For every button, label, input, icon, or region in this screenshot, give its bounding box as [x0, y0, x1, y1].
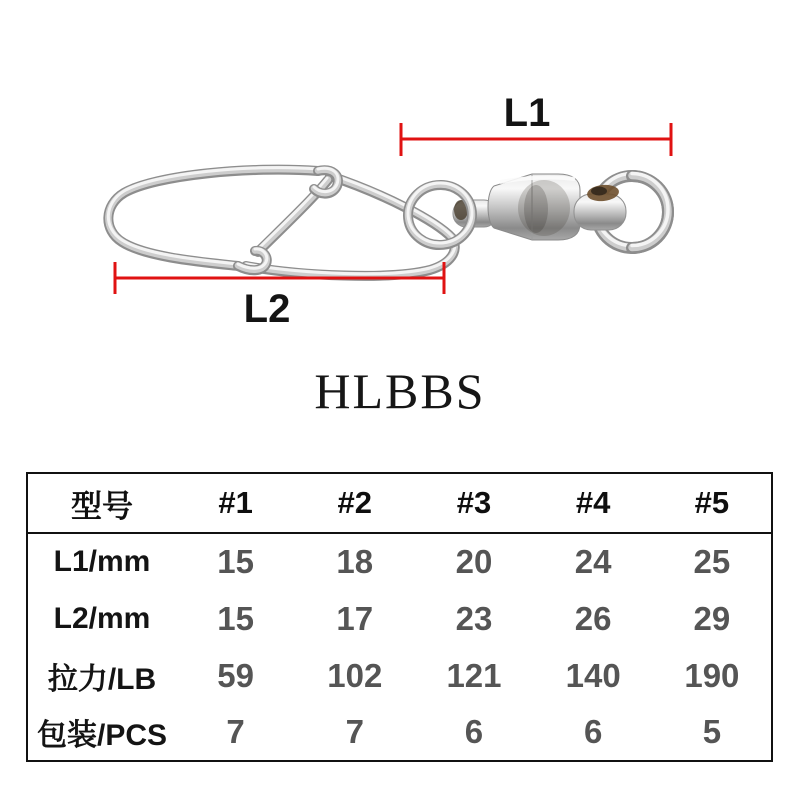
- l2-value-1: 15: [217, 599, 254, 637]
- spec-table: [26, 472, 773, 762]
- spec-header-row: [27, 473, 772, 533]
- package-value-4: 6: [583, 713, 603, 750]
- l2-value-4: 26: [574, 599, 612, 637]
- row-label-package: 包装/PCS: [36, 719, 168, 752]
- spec-row-l2: [27, 590, 772, 647]
- l2-value-2: 17: [336, 599, 374, 637]
- spec-row-strength: [27, 647, 772, 704]
- strength-value-2: 102: [327, 656, 383, 694]
- row-label-strength: 拉力/LB: [47, 662, 157, 696]
- spec-header-size-5: #5: [653, 473, 772, 533]
- package-value-3: 6: [464, 713, 484, 750]
- package-value-2: 7: [345, 713, 364, 750]
- right-pin-slot-shadow: [591, 187, 607, 196]
- strength-value-4: 140: [565, 656, 621, 694]
- l1-value-5: 25: [693, 543, 731, 580]
- spec-row-package: [27, 704, 772, 761]
- l2-value-5: 29: [693, 599, 731, 637]
- spec-row-l1: [27, 533, 772, 590]
- spec-header-size-1: #1: [176, 473, 295, 533]
- l1-value-3: 20: [455, 543, 493, 580]
- l1-value-1: 15: [217, 543, 254, 580]
- snap-bottom-hook: [238, 249, 267, 270]
- swivel-snap-illustration: [108, 168, 668, 276]
- strength-value-1: 59: [217, 656, 254, 694]
- l2-label: L2: [243, 287, 291, 331]
- l1-label: L1: [503, 91, 551, 135]
- row-label-l2: L2/mm: [53, 601, 151, 635]
- l1-value-4: 24: [574, 543, 612, 580]
- strength-value-3: 121: [446, 656, 502, 694]
- swivel-end-ring-front: [632, 174, 668, 249]
- swivel-barrel: [488, 174, 580, 240]
- spec-header-model: 型号: [27, 473, 176, 533]
- strength-value-5: 190: [684, 656, 740, 694]
- product-model-title: HLBBS: [314, 363, 486, 419]
- package-value-5: 5: [702, 713, 722, 750]
- row-label-l1: L1/mm: [53, 545, 151, 578]
- package-value-1: 7: [226, 713, 245, 750]
- spec-header-size-3: #3: [414, 473, 533, 533]
- l1-value-2: 18: [336, 543, 374, 580]
- l2-value-3: 23: [455, 599, 493, 637]
- spec-header-size-2: #2: [295, 473, 414, 533]
- spec-header-size-4: #4: [534, 473, 653, 533]
